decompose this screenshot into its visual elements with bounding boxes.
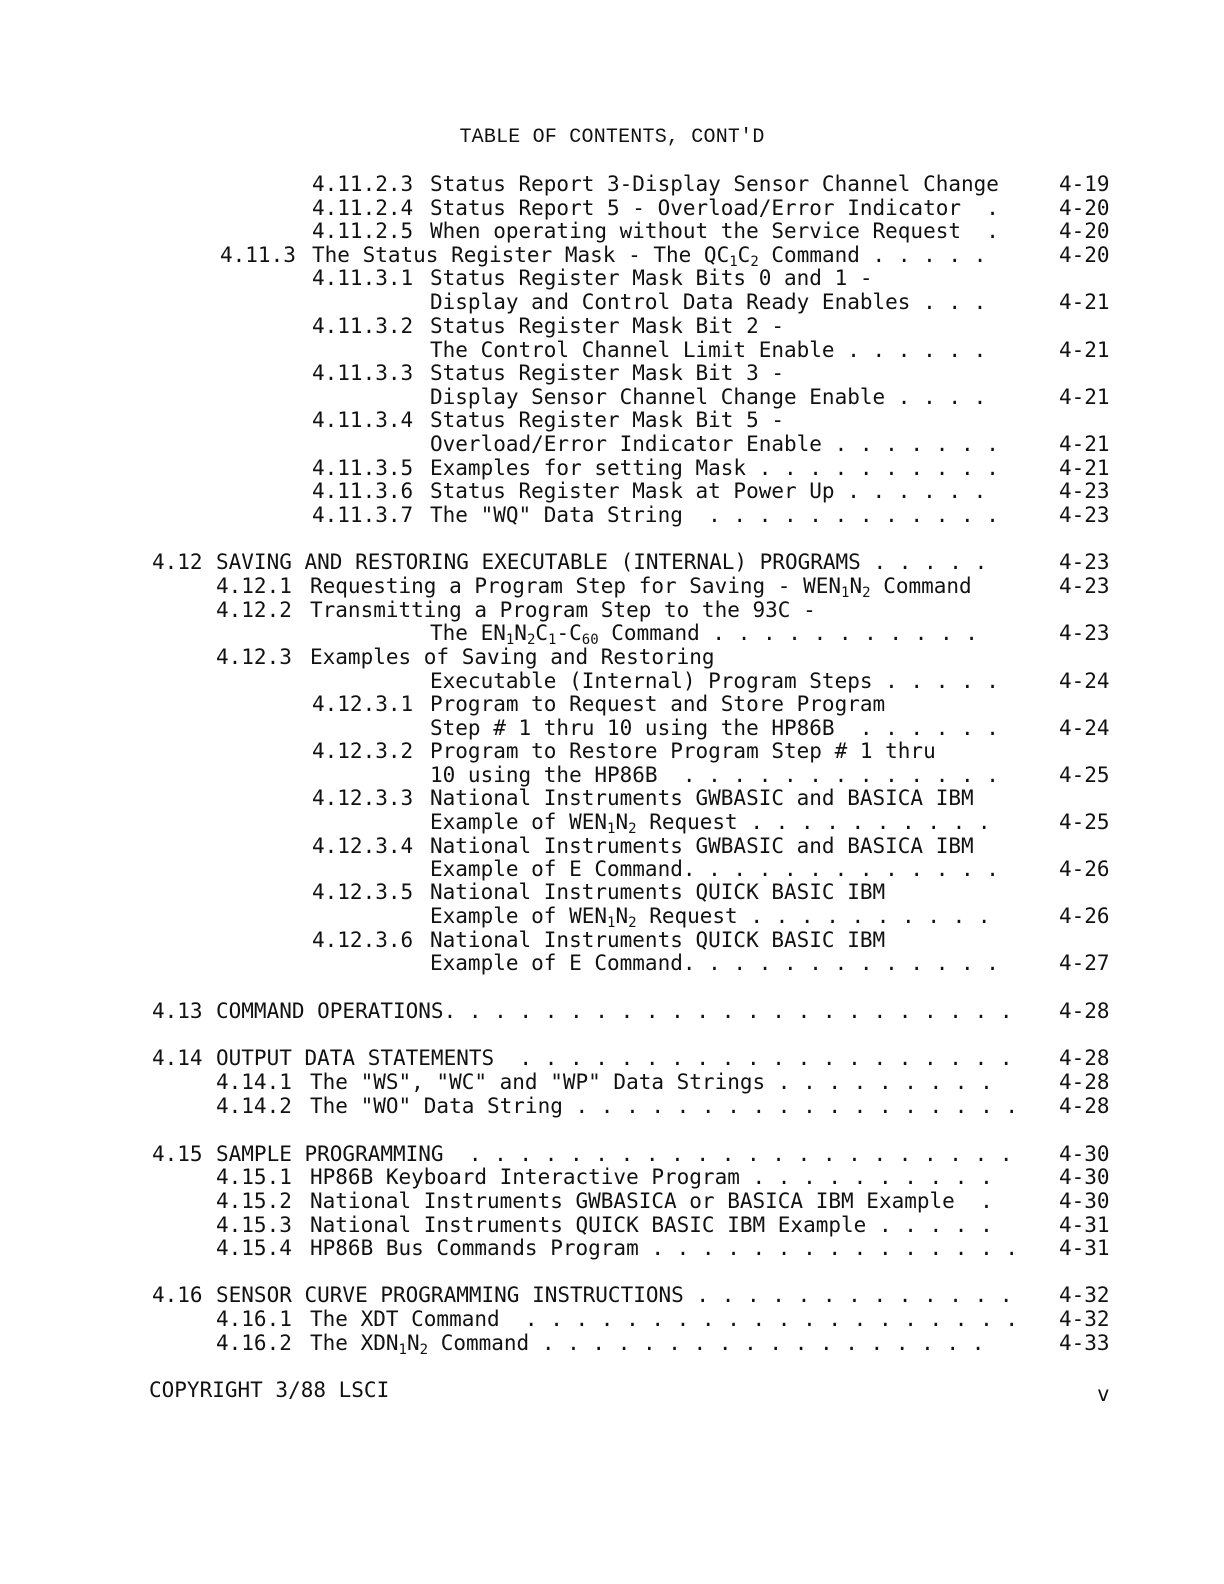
toc-entry xyxy=(0,243,1224,270)
toc-page-number: 4-27 xyxy=(1059,951,1110,975)
toc-section-number: 4.12.3.2 xyxy=(312,739,414,763)
toc-section-number: 4.11.3.7 xyxy=(312,503,414,527)
toc-page-number: 4-32 xyxy=(1059,1283,1110,1307)
toc-entry xyxy=(0,786,1224,810)
toc-entry xyxy=(0,834,1224,858)
toc-section-title: Display Sensor Channel Change Enable . . . . xyxy=(430,385,987,409)
toc-section-number: 4.12.3.3 xyxy=(312,786,414,810)
toc-section-number: 4.16 xyxy=(152,1283,203,1307)
toc-section-title: Program to Restore Program Step # 1 thru xyxy=(430,739,936,763)
toc-page-number: 4-23 xyxy=(1059,574,1110,598)
toc-section-title: Example of $WEN_1N_2$ Request . . . . . . . . . . xyxy=(430,810,991,837)
toc-section-number: 4.15.3 xyxy=(216,1213,292,1237)
toc-entry xyxy=(0,196,1224,220)
toc-entry xyxy=(0,1236,1224,1260)
toc-entry xyxy=(0,1213,1224,1237)
toc-entry xyxy=(0,645,1224,669)
toc-section-number: 4.16.2 xyxy=(216,1331,292,1355)
toc-page-number: 4-28 xyxy=(1059,999,1110,1023)
toc-page-number: 4-21 xyxy=(1059,432,1110,456)
toc-section-number: 4.11.3.4 xyxy=(312,408,414,432)
toc-entry xyxy=(0,951,1224,975)
toc-page-number: 4-20 xyxy=(1059,243,1110,267)
toc-page-number: 4-20 xyxy=(1059,196,1110,220)
toc-page-number: 4-31 xyxy=(1059,1236,1110,1260)
toc-section-number: 4.13 xyxy=(152,999,203,1023)
toc-section-title: Examples for setting Mask . . . . . . . . . . xyxy=(430,456,999,480)
toc-entry xyxy=(0,408,1224,432)
toc-entry xyxy=(0,1307,1224,1331)
toc-page-number: 4-30 xyxy=(1059,1189,1110,1213)
toc-page-number: 4-23 xyxy=(1059,621,1110,645)
toc-section-number: 4.11.3.6 xyxy=(312,479,414,503)
toc-entry xyxy=(0,1331,1224,1358)
toc-entry xyxy=(0,857,1224,881)
toc-entry xyxy=(0,266,1224,290)
toc-section-title: The XDT Command . . . . . . . . . . . . . . . . . . . . xyxy=(310,1307,1019,1331)
toc-page-number: 4-23 xyxy=(1059,550,1110,574)
toc-entry xyxy=(0,338,1224,362)
toc-entry xyxy=(0,1283,1224,1307)
toc-section-number: 4.12.1 xyxy=(216,574,292,598)
toc-section-title: The $XDN_1N_2$ Command . . . . . . . . . . . . . . . . . . xyxy=(310,1331,985,1358)
toc-section-title: SENSOR CURVE PROGRAMMING INSTRUCTIONS . . . . . . . . . . . . . xyxy=(216,1283,1013,1307)
toc-page-number: 4-24 xyxy=(1059,716,1110,740)
toc-section-title: HP86B Bus Commands Program . . . . . . . . . . . . . . . xyxy=(310,1236,1019,1260)
toc-section-title: Example of $WEN_1N_2$ Request . . . . . . . . . . xyxy=(430,904,991,931)
toc-section-title: Status Register Mask Bits 0 and 1 - xyxy=(430,266,873,290)
toc-page-number: 4-21 xyxy=(1059,290,1110,314)
toc-entry xyxy=(0,479,1224,503)
toc-entry xyxy=(0,1094,1224,1118)
toc-section-title: OUTPUT DATA STATEMENTS . . . . . . . . . . . . . . . . . . . . xyxy=(216,1046,1013,1070)
toc-section-title: COMMAND OPERATIONS. . . . . . . . . . . . . . . . . . . . . . . xyxy=(216,999,1013,1023)
toc-section-number: 4.11.2.4 xyxy=(312,196,414,220)
toc-section-title: The $EN_1N_2C_1-C_{60}$ Command . . . . . . . . . . . xyxy=(430,621,978,648)
toc-entry xyxy=(0,598,1224,622)
toc-page-number: 4-21 xyxy=(1059,385,1110,409)
toc-entry xyxy=(0,1070,1224,1094)
toc-section-title: HP86B Keyboard Interactive Program . . . . . . . . . . xyxy=(310,1165,993,1189)
toc-section-number: 4.11.3 xyxy=(220,243,296,267)
toc-section-number: 4.11.3.2 xyxy=(312,314,414,338)
toc-entry xyxy=(0,385,1224,409)
toc-section-title: The "WS", "WC" and "WP" Data Strings . . . . . . . . . xyxy=(310,1070,993,1094)
toc-section-title: National Instruments QUICK BASIC IBM xyxy=(430,880,886,904)
toc-section-number: 4.11.2.5 xyxy=(312,219,414,243)
toc-section-number: 4.15.4 xyxy=(216,1236,292,1260)
toc-section-title: Step # 1 thru 10 using the HP86B . . . . . . xyxy=(430,716,999,740)
toc-section-title: Status Register Mask at Power Up . . . . . . xyxy=(430,479,987,503)
toc-section-title: Display and Control Data Ready Enables . . . xyxy=(430,290,987,314)
footer-copyright: COPYRIGHT 3/88 LSCI xyxy=(149,1378,390,1402)
toc-entry xyxy=(0,1142,1224,1166)
toc-entry xyxy=(0,1189,1224,1213)
toc-section-title: Status Register Mask Bit 3 - xyxy=(430,361,785,385)
toc-entry xyxy=(0,716,1224,740)
toc-entry xyxy=(0,172,1224,196)
toc-section-title: The "WQ" Data String . . . . . . . . . . . . xyxy=(430,503,999,527)
toc-entry xyxy=(0,1165,1224,1189)
toc-section-number: 4.12 xyxy=(152,550,203,574)
toc-section-number: 4.15.1 xyxy=(216,1165,292,1189)
toc-section-title: National Instruments GWBASIC and BASICA IBM xyxy=(430,834,974,858)
toc-section-number: 4.12.2 xyxy=(216,598,292,622)
toc-page-number: 4-30 xyxy=(1059,1142,1110,1166)
toc-section-title: Transmitting a Program Step to the 93C - xyxy=(310,598,816,622)
toc-entry xyxy=(0,810,1224,837)
toc-section-number: 4.14 xyxy=(152,1046,203,1070)
toc-page-number: 4-26 xyxy=(1059,857,1110,881)
toc-section-number: 4.11.2.3 xyxy=(312,172,414,196)
toc-page-number: 4-23 xyxy=(1059,503,1110,527)
toc-section-title: 10 using the HP86B . . . . . . . . . . . . . xyxy=(430,763,999,787)
toc-section-title: National Instruments GWBASIC and BASICA IBM xyxy=(430,786,974,810)
toc-entry xyxy=(0,314,1224,338)
page-title: TABLE OF CONTENTS, CONT'D xyxy=(459,126,765,149)
toc-section-title: Program to Request and Store Program xyxy=(430,692,886,716)
toc-section-title: Status Register Mask Bit 5 - xyxy=(430,408,785,432)
toc-section-number: 4.11.3.1 xyxy=(312,266,414,290)
toc-section-title: The Control Channel Limit Enable . . . . . . xyxy=(430,338,987,362)
toc-section-title: National Instruments QUICK BASIC IBM Example . . . . . xyxy=(310,1213,993,1237)
toc-section-number: 4.12.3.4 xyxy=(312,834,414,858)
toc-entry xyxy=(0,550,1224,574)
toc-section-number: 4.14.1 xyxy=(216,1070,292,1094)
toc-section-title: National Instruments QUICK BASIC IBM xyxy=(430,928,886,952)
toc-page-number: 4-28 xyxy=(1059,1046,1110,1070)
toc-section-title: Requesting a Program Step for Saving - $WEN_1N_2$ Command xyxy=(310,574,972,601)
toc-entry xyxy=(0,763,1224,787)
toc-entry xyxy=(0,880,1224,904)
toc-section-title: SAVING AND RESTORING EXECUTABLE (INTERNAL) PROGRAMS . . . . . xyxy=(216,550,988,574)
toc-page-number: 4-20 xyxy=(1059,219,1110,243)
toc-entry xyxy=(0,432,1224,456)
toc-section-number: 4.11.3.5 xyxy=(312,456,414,480)
toc-page-number: 4-21 xyxy=(1059,338,1110,362)
toc-entry xyxy=(0,574,1224,601)
toc-section-number: 4.16.1 xyxy=(216,1307,292,1331)
footer-page-number: v xyxy=(1097,1382,1110,1406)
toc-section-title: Example of E Command. . . . . . . . . . . . . xyxy=(430,857,999,881)
toc-entry xyxy=(0,1046,1224,1070)
toc-section-title: When operating without the Service Request . xyxy=(430,219,999,243)
toc-page-number: 4-21 xyxy=(1059,456,1110,480)
toc-entry xyxy=(0,669,1224,693)
toc-entry xyxy=(0,904,1224,931)
toc-section-title: Overload/Error Indicator Enable . . . . . . . xyxy=(430,432,999,456)
toc-entry xyxy=(0,219,1224,243)
toc-section-title: The "WO" Data String . . . . . . . . . . . . . . . . . . xyxy=(310,1094,1019,1118)
toc-page-number: 4-26 xyxy=(1059,904,1110,928)
toc-page-number: 4-28 xyxy=(1059,1094,1110,1118)
toc-section-number: 4.12.3.6 xyxy=(312,928,414,952)
toc-page-number: 4-28 xyxy=(1059,1070,1110,1094)
toc-page-number: 4-32 xyxy=(1059,1307,1110,1331)
toc-section-title: National Instruments GWBASICA or BASICA IBM Example . xyxy=(310,1189,993,1213)
toc-section-title: SAMPLE PROGRAMMING . . . . . . . . . . . . . . . . . . . . . . xyxy=(216,1142,1013,1166)
toc-section-title: Status Report 3-Display Sensor Channel Change xyxy=(430,172,999,196)
toc-section-title: Executable (Internal) Program Steps . . . . . xyxy=(430,669,999,693)
toc-section-title: Examples of Saving and Restoring xyxy=(310,645,715,669)
toc-page-number: 4-25 xyxy=(1059,810,1110,834)
toc-page-number: 4-19 xyxy=(1059,172,1110,196)
toc-page-number: 4-25 xyxy=(1059,763,1110,787)
toc-page-number: 4-23 xyxy=(1059,479,1110,503)
toc-section-number: 4.12.3 xyxy=(216,645,292,669)
toc-entry xyxy=(0,503,1224,527)
toc-entry xyxy=(0,621,1224,648)
toc-section-title: The Status Register Mask - The $QC_1C_2$ Command . . . . . xyxy=(312,243,987,270)
toc-section-title: Example of E Command. . . . . . . . . . . . . xyxy=(430,951,999,975)
toc-page-number: 4-33 xyxy=(1059,1331,1110,1355)
toc-section-title: Status Report 5 - Overload/Error Indicator . xyxy=(430,196,999,220)
toc-entry xyxy=(0,999,1224,1023)
toc-page-number: 4-31 xyxy=(1059,1213,1110,1237)
toc-entry xyxy=(0,739,1224,763)
toc-entry xyxy=(0,456,1224,480)
toc-entry xyxy=(0,692,1224,716)
toc-section-number: 4.12.3.1 xyxy=(312,692,414,716)
toc-entry xyxy=(0,290,1224,314)
toc-section-number: 4.15 xyxy=(152,1142,203,1166)
toc-section-number: 4.15.2 xyxy=(216,1189,292,1213)
toc-section-number: 4.14.2 xyxy=(216,1094,292,1118)
toc-page-number: 4-24 xyxy=(1059,669,1110,693)
toc-entry xyxy=(0,361,1224,385)
toc-section-title: Status Register Mask Bit 2 - xyxy=(430,314,785,338)
toc-entry xyxy=(0,928,1224,952)
toc-section-number: 4.12.3.5 xyxy=(312,880,414,904)
toc-section-number: 4.11.3.3 xyxy=(312,361,414,385)
toc-page-number: 4-30 xyxy=(1059,1165,1110,1189)
